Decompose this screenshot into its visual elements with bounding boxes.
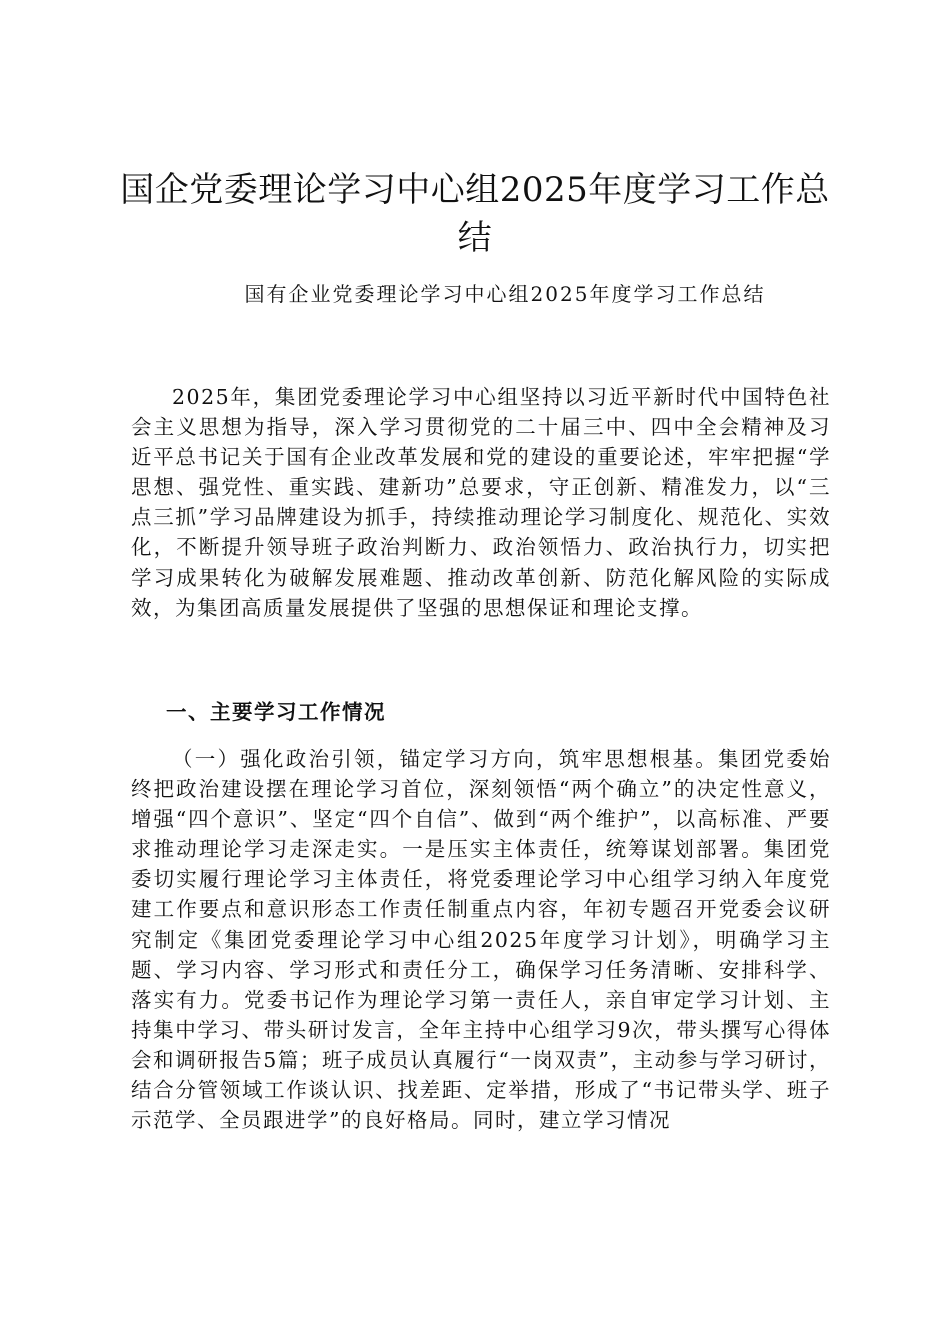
intro-paragraph: 2025年，集团党委理论学习中心组坚持以习近平新时代中国特色社会主义思想为指导，深入学习贯彻党的二十届三中、四中全会精神及习近平总书记关于国有企业改革发展和党的建设的重要论述，牢牢把握“学思想、强党性、重实践、建新功”总要求，守正创新、精准发力，以“三点三抓”学习品牌建设为抓手，持续推动理论学习制度化、规范化、实效化，不断提升领导班子政治判断力、政治领悟力、政治执行力，切实把学习成果转化为破解发展难题、推动改革创新、防范化解风险的实际成效，为集团高质量发展提供了坚强的思想保证和理论支撑。 <box>131 385 831 620</box>
section-heading: 一、主要学习工作情况 <box>166 700 386 724</box>
document-title: 国企党委理论学习中心组2025年度学习工作总结 <box>120 170 830 258</box>
body-paragraph: （一）强化政治引领，锚定学习方向，筑牢思想根基。集团党委始终把政治建设摆在理论学习首位，深刻领悟“两个确立”的决定性意义，增强“四个意识”、坚定“四个自信”、做到“两个维护”，以高标准、严要求推动理论学习走深走实。一是压实主体责任，统筹谋划部署。集团党委切实履行理论学习主体责任，将党委理论学习中心组学习纳入年度党建工作要点和意识形态工作责任制重点内容，年初专题召开党委会议研究制定《集团党委理论学习中心组2025年度学习计划》，明确学习主题、学习内容、学习形式和责任分工，确保学习任务清晰、安排科学、落实有力。党委书记作为理论学习第一责任人，亲自审定学习计划、主持集中学习、带头研讨发言，全年主持中心组学习9次，带头撰写心得体会和调研报告5篇；班子成员认真履行“一岗双责”，主动参与学习研讨，结合分管领域工作谈认识、找差距、定举措，形成了“书记带头学、班子示范学、全员跟进学”的良好格局。同时，建立学习情况 <box>131 747 831 1133</box>
document-subtitle: 国有企业党委理论学习中心组2025年度学习工作总结 <box>244 282 766 306</box>
